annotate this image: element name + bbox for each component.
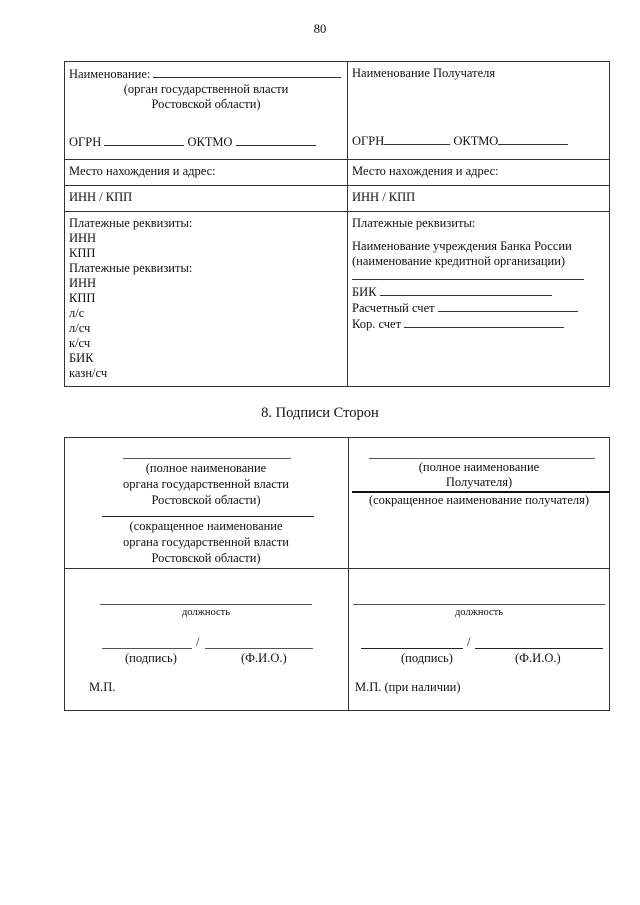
left-full-name-line[interactable] [123, 458, 291, 459]
left-full-name-2: органа государственной власти [123, 477, 289, 491]
right-oktmo-label: ОКТМО [453, 134, 499, 148]
payment-line: к/сч [69, 336, 91, 350]
requisites-row-name [65, 62, 609, 159]
payment-line: казн/сч [69, 366, 108, 380]
left-address-label: Место нахождения и адрес: [69, 164, 216, 178]
right-account-label: Расчетный счет [352, 301, 435, 315]
payment-line: КПП [69, 291, 96, 305]
left-position-line[interactable] [100, 604, 312, 605]
right-inn-kpp-label: ИНН / КПП [352, 190, 416, 204]
payment-line: ИНН [69, 276, 97, 290]
left-short-name-3: Ростовской области) [151, 551, 261, 565]
section-title: 8. Подписи Сторон [261, 405, 379, 421]
right-full-name-1: (полное наименование [418, 460, 540, 474]
right-ogrn-field[interactable] [384, 133, 450, 145]
requisites-row-inn [65, 185, 609, 211]
right-full-name-line[interactable] [369, 458, 595, 459]
right-oktmo-field[interactable] [498, 133, 568, 145]
payment-line: л/сч [69, 321, 91, 335]
right-bank-field[interactable] [352, 273, 584, 280]
right-corr-account-field[interactable] [404, 316, 564, 328]
left-short-name-line[interactable] [102, 516, 314, 517]
left-oktmo-label: ОКТМО [187, 135, 233, 149]
payment-line: л/с [69, 306, 85, 320]
right-fio-line[interactable] [475, 648, 603, 649]
page-number: 80 [313, 22, 327, 36]
left-name-field[interactable] [153, 66, 341, 78]
left-short-name-1: (сокращенное наименование [129, 519, 283, 533]
left-position-label: должность [181, 607, 231, 618]
left-fio-label: (Ф.И.О.) [241, 651, 287, 665]
requisites-row-payment [65, 211, 609, 387]
left-full-name-3: Ростовской области) [151, 493, 261, 507]
left-stamp-label: М.П. [89, 680, 116, 694]
left-full-name-1: (полное наименование [145, 461, 267, 475]
right-signature-line[interactable] [361, 648, 463, 649]
right-bank-line-2: (наименование кредитной организации) [352, 254, 566, 268]
right-fio-label: (Ф.И.О.) [515, 651, 561, 665]
right-payment-label: Платежные реквизиты: [352, 216, 476, 230]
right-bik-label: БИК [352, 285, 377, 299]
right-bank-line-1: Наименование учреждения Банка России [352, 239, 572, 253]
left-fio-line[interactable] [205, 648, 313, 649]
right-short-name: (сокращенное наименование получателя) [368, 493, 590, 507]
left-short-name-2: органа государственной власти [123, 535, 289, 549]
requisites-row-address [65, 159, 609, 185]
right-position-label: должность [454, 607, 504, 618]
right-bik-field[interactable] [380, 284, 552, 296]
requisites-table [64, 61, 610, 387]
payment-line: БИК [69, 351, 94, 365]
payment-line: Платежные реквизиты: [69, 261, 193, 275]
right-ogrn-label: ОГРН [352, 134, 385, 148]
left-name-caption-2: Ростовской области) [151, 97, 261, 111]
left-payment-cell [65, 212, 347, 387]
left-inn-kpp-label: ИНН / КПП [69, 190, 133, 204]
right-address-label: Место нахождения и адрес: [352, 164, 499, 178]
right-slash: / [467, 635, 471, 649]
left-ogrn-label: ОГРН [69, 135, 102, 149]
signatures-table [64, 437, 610, 711]
right-name-cell [348, 62, 609, 159]
signatures-row-names [65, 438, 609, 568]
payment-line: КПП [69, 246, 96, 260]
left-oktmo-field[interactable] [236, 134, 316, 146]
payment-line: Платежные реквизиты: [69, 216, 193, 230]
right-stamp-label: М.П. (при наличии) [355, 680, 461, 694]
right-account-field[interactable] [438, 300, 578, 312]
left-signature-line[interactable] [102, 648, 192, 649]
payment-line: ИНН [69, 231, 97, 245]
left-ogrn-field[interactable] [104, 134, 184, 146]
right-payment-cell [348, 212, 609, 387]
left-name-label: Наименование: [69, 67, 151, 81]
left-name-cell [65, 62, 347, 159]
right-name-label: Наименование Получателя [352, 66, 496, 80]
right-signature-label: (подпись) [401, 651, 453, 665]
left-name-caption-1: (орган государственной власти [123, 82, 289, 96]
signatures-row-sign [65, 568, 609, 710]
left-signature-label: (подпись) [125, 651, 177, 665]
left-slash: / [196, 635, 200, 649]
right-corr-account-label: Кор. счет [352, 317, 402, 331]
right-full-name-2: Получателя) [445, 475, 513, 489]
right-position-line[interactable] [353, 604, 605, 605]
